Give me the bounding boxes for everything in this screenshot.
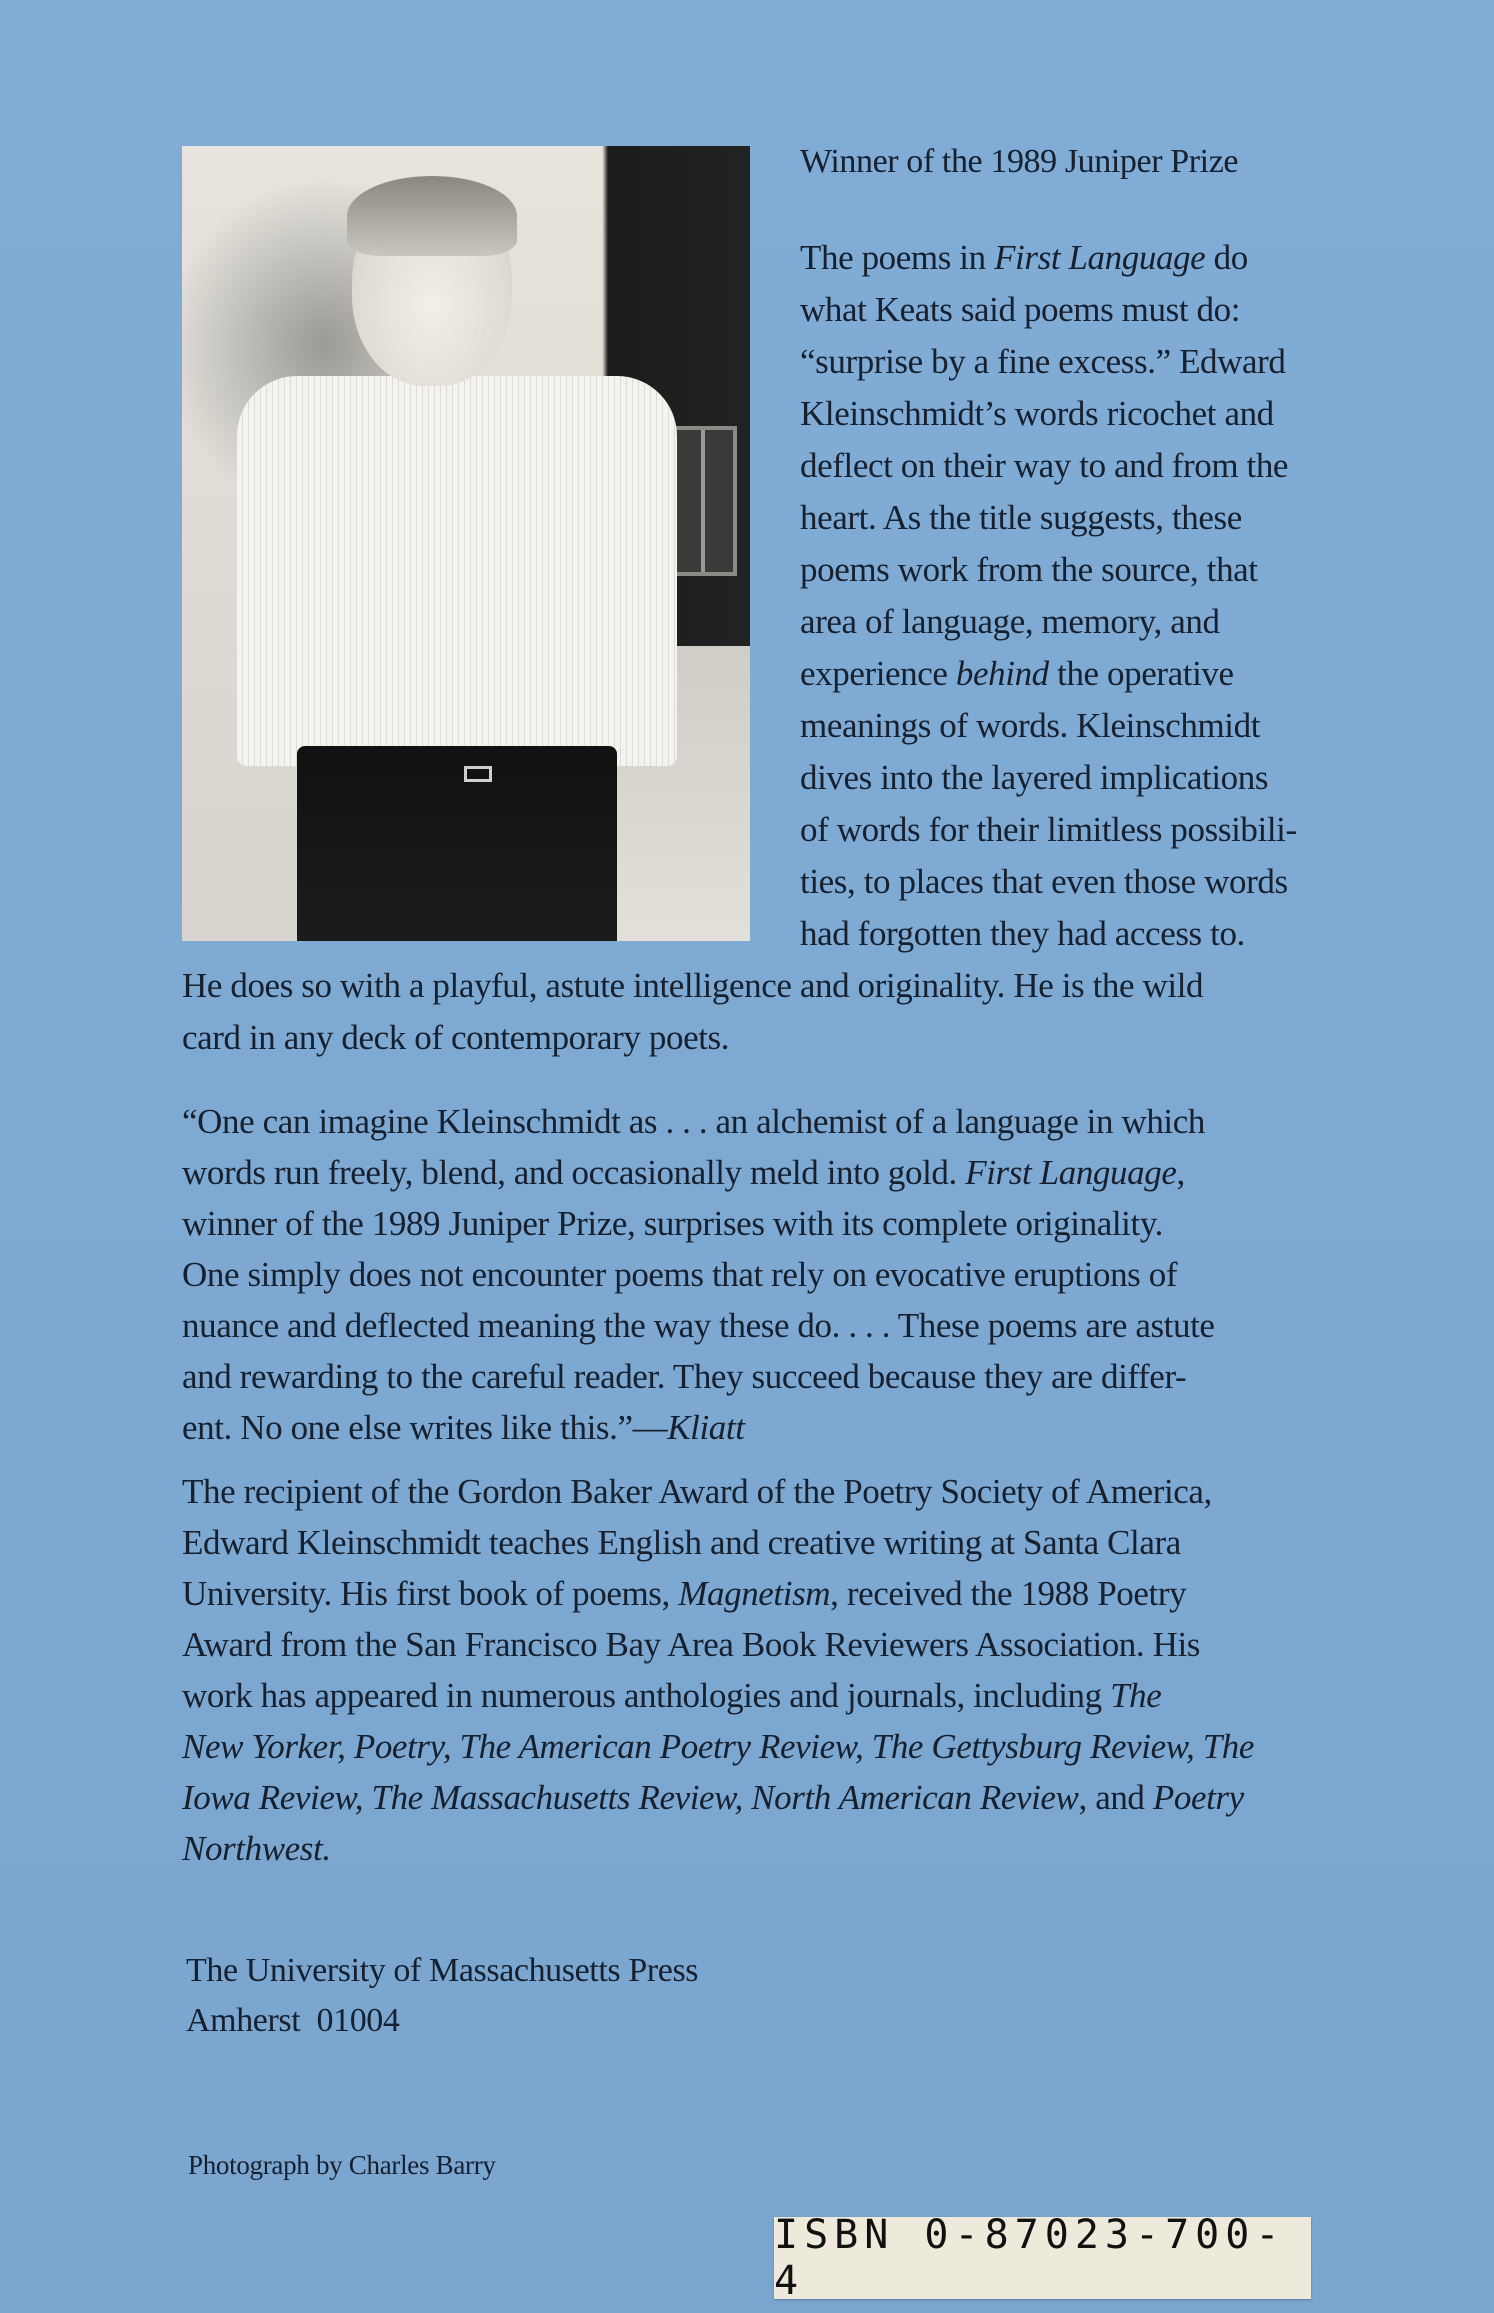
bio-line: New Yorker, Poetry, The American Poetry Review, The Gettysburg Review, The bbox=[182, 1727, 1255, 1766]
intro-line: He does so with a playful, astute intelligence and originality. He is the wild bbox=[182, 966, 1204, 1005]
bio-line: Iowa Review, The Massachusetts Review, North American Review, and Poetry bbox=[182, 1778, 1244, 1817]
prize-line: Winner of the 1989 Juniper Prize bbox=[800, 143, 1239, 180]
quote-line: ent. No one else writes like this.”—Kliatt bbox=[182, 1408, 745, 1447]
intro-line: meanings of words. Kleinschmidt bbox=[800, 706, 1261, 745]
quote-line: words run freely, blend, and occasionally meld into gold. First Language, bbox=[182, 1153, 1185, 1192]
bio-line: Edward Kleinschmidt teaches English and creative writing at Santa Clara bbox=[182, 1523, 1181, 1562]
photo-belt bbox=[464, 766, 492, 782]
intro-line: area of language, memory, and bbox=[800, 602, 1220, 641]
bio-line: Award from the San Francisco Bay Area Book Reviewers Association. His bbox=[182, 1625, 1201, 1664]
intro-line: dives into the layered implications bbox=[800, 758, 1269, 797]
intro-paragraph-right bbox=[800, 232, 1400, 960]
intro-line: card in any deck of contemporary poets. bbox=[182, 1018, 730, 1057]
intro-line: ties, to places that even those words bbox=[800, 862, 1288, 901]
quote-line: and rewarding to the careful reader. They succeed because they are differ- bbox=[182, 1357, 1187, 1396]
photo-credit: Photograph by Charles Barry bbox=[188, 2150, 496, 2180]
bio-line: work has appeared in numerous anthologies and journals, including The bbox=[182, 1676, 1162, 1715]
author-bio bbox=[182, 1466, 1402, 1874]
quote-line: “One can imagine Kleinschmidt as . . . an alchemist of a language in which bbox=[182, 1102, 1205, 1141]
isbn-number: ISBN 0-87023-700-4 bbox=[774, 2212, 1286, 2304]
publisher-name: The University of Massachusetts Press bbox=[186, 1952, 699, 1989]
photo-shirt bbox=[237, 376, 677, 766]
intro-line: had forgotten they had access to. bbox=[800, 914, 1245, 953]
intro-line: experience behind the operative bbox=[800, 654, 1234, 693]
intro-line: “surprise by a fine excess.” Edward bbox=[800, 342, 1286, 381]
isbn-label bbox=[774, 2212, 1311, 2304]
quote-line: One simply does not encounter poems that rely on evocative eruptions of bbox=[182, 1255, 1178, 1294]
intro-line: deflect on their way to and from the bbox=[800, 446, 1289, 485]
bio-line: Northwest. bbox=[182, 1829, 331, 1868]
bio-line: University. His first book of poems, Magnetism, received the 1988 Poetry bbox=[182, 1574, 1187, 1613]
quote-line: winner of the 1989 Juniper Prize, surprises with its complete originality. bbox=[182, 1204, 1163, 1243]
photo-hair bbox=[347, 176, 517, 256]
photo-pants bbox=[297, 746, 617, 941]
intro-line: what Keats said poems must do: bbox=[800, 290, 1241, 329]
intro-line: Kleinschmidt’s words ricochet and bbox=[800, 394, 1274, 433]
intro-line: The poems in First Language do bbox=[800, 238, 1248, 277]
publisher-block bbox=[186, 1946, 698, 2046]
author-photo bbox=[182, 146, 750, 941]
quote-line: nuance and deflected meaning the way these do. . . . These poems are astute bbox=[182, 1306, 1215, 1345]
publisher-city: Amherst 01004 bbox=[186, 2002, 400, 2039]
intro-paragraph-continued bbox=[182, 960, 1402, 1064]
review-quote bbox=[182, 1096, 1402, 1453]
intro-line: of words for their limitless possibili- bbox=[800, 810, 1297, 849]
bio-line: The recipient of the Gordon Baker Award of the Poetry Society of America, bbox=[182, 1472, 1212, 1511]
intro-line: poems work from the source, that bbox=[800, 550, 1258, 589]
intro-line: heart. As the title suggests, these bbox=[800, 498, 1242, 537]
